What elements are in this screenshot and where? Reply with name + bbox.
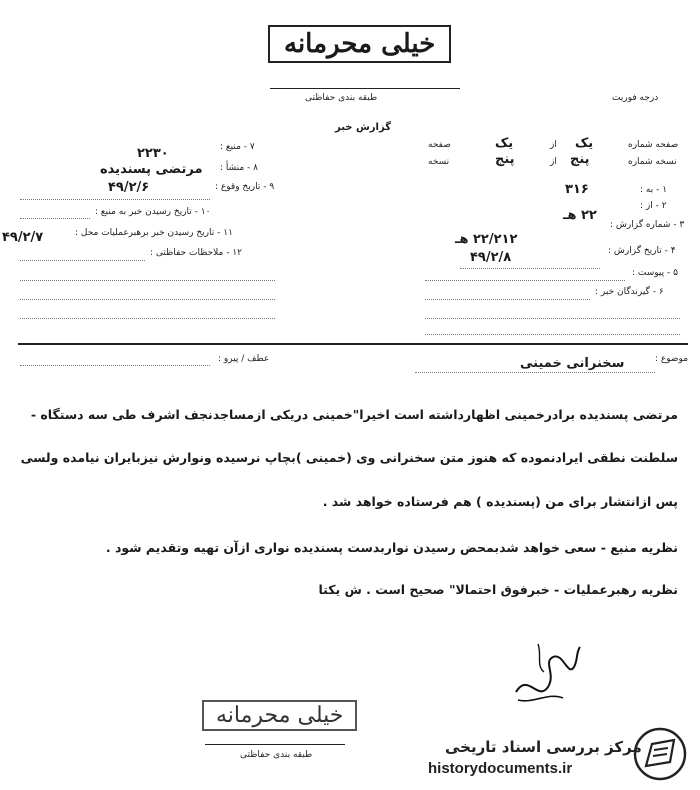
report-date-dots (460, 268, 600, 269)
right-extra-dots-2 (425, 334, 680, 335)
copy-of-label: از (550, 157, 557, 167)
body-line-5: نظریه رهبرعملیات - خبرفوق احتمالا" صحیح است . ش یکتا (318, 582, 678, 597)
reference-label: عطف / پیرو : (218, 354, 270, 364)
origin-value: مرتضی پسندیده (100, 162, 203, 177)
page-total-value: یک (495, 136, 514, 151)
body-line-3: پس ازانتشار برای من (پسندیده ) هم فرستاده خواهد شد . (322, 494, 678, 509)
source-value: ۲۲۳۰ (137, 146, 169, 161)
sender-value: ۲۲ هـ (563, 208, 597, 223)
bottom-stamp-underline (205, 744, 345, 745)
form-title: گزارش خبر (335, 122, 392, 133)
body-line-1: مرتضی پسندیده برادرخمینی اظهارداشته است اخیرا"خمینی دریکی ازمساجدنجف اشرف طی سه دستگاه - (30, 407, 678, 422)
page-number-value: یک (575, 136, 594, 151)
page-number-label: صفحه شماره (628, 140, 679, 150)
report-date-value: ۴۹/۲/۸ (470, 250, 512, 265)
copy-unit-label: نسخه (428, 157, 450, 167)
report-date-label: ۴ - تاریخ گزارش : (608, 246, 676, 256)
subject-value: سخنرانی خمینی (520, 356, 625, 371)
right-extra-dots-1 (425, 318, 680, 319)
recipient-value: ۳۱۶ (565, 182, 589, 197)
body-line-2: سلطنت نطقی ایرادنموده که هنوز متن سخنرانی وی (خمینی )بچاپ نرسیده ونوارش نیزبایران نیامده ولسی (20, 450, 678, 465)
attachment-label: ۵ - پیوست : (632, 268, 678, 278)
watermark-title: مرکز بررسی اسناد تاریخی (445, 738, 642, 756)
source-received-dots (20, 218, 90, 219)
origin-label: ۸ - منشأ : (220, 163, 259, 173)
bottom-classification-label: طبقه بندی حفاظتی (240, 750, 313, 760)
page-unit-label: صفحه (428, 140, 451, 150)
security-notes-label: ۱۲ - ملاحظات حفاظتی : (150, 248, 242, 258)
top-stamp-underline (270, 88, 460, 89)
source-label: ۷ - منبع : (220, 142, 255, 152)
top-classification-stamp: خیلی محرمانه (268, 25, 451, 63)
news-recipients-dots (425, 299, 590, 300)
page-of-label: از (550, 140, 557, 150)
handwritten-signature (508, 632, 583, 712)
sender-label: ۲ - از : (640, 201, 667, 211)
subject-dots (415, 372, 655, 373)
recipient-label: ۱ - به : (640, 185, 668, 195)
attachment-dots (425, 280, 625, 281)
report-number-value: ۲۲/۲۱۲ هـ (455, 232, 518, 247)
bottom-classification-stamp: خیلی محرمانه (202, 700, 357, 731)
reference-dots (20, 365, 210, 366)
source-received-label: ۱۰ - تاریخ رسیدن خبر به منبع : (95, 207, 211, 217)
subject-label: موضوع : (655, 354, 689, 364)
report-number-label: ۳ - شماره گزارش : (610, 220, 685, 230)
occurrence-date-value: ۴۹/۲/۶ (108, 180, 150, 195)
security-notes-dots (20, 260, 145, 261)
occurrence-date-label: ۹ - تاریخ وقوع : (215, 182, 275, 192)
copy-total-value: پنج (495, 152, 515, 167)
body-line-4: نظریه منبع - سعی خواهد شدبمحض رسیدن نواربدست پسندیده نواری ازآن تهیه وتقدیم شود . (105, 540, 678, 555)
left-extra-dots-1 (20, 280, 275, 281)
operations-received-value: ۴۹/۲/۷ (2, 230, 44, 245)
news-recipients-label: ۶ - گیرندگان خبر : (595, 287, 664, 297)
operations-received-label: ۱۱ - تاریخ رسیدن خبر برهبرعملیات محل : (75, 228, 233, 238)
top-classification-label: طبقه بندی حفاظتی (305, 93, 378, 103)
left-extra-dots-3 (20, 318, 275, 319)
copy-number-value: پنج (570, 152, 590, 167)
left-extra-dots-2 (20, 299, 275, 300)
header-separator (18, 343, 688, 345)
occurrence-date-dots (20, 199, 210, 200)
watermark-url: historydocuments.ir (428, 760, 573, 777)
priority-label: درجه فوریت (612, 93, 659, 103)
copy-number-label: نسخه شماره (628, 157, 677, 167)
